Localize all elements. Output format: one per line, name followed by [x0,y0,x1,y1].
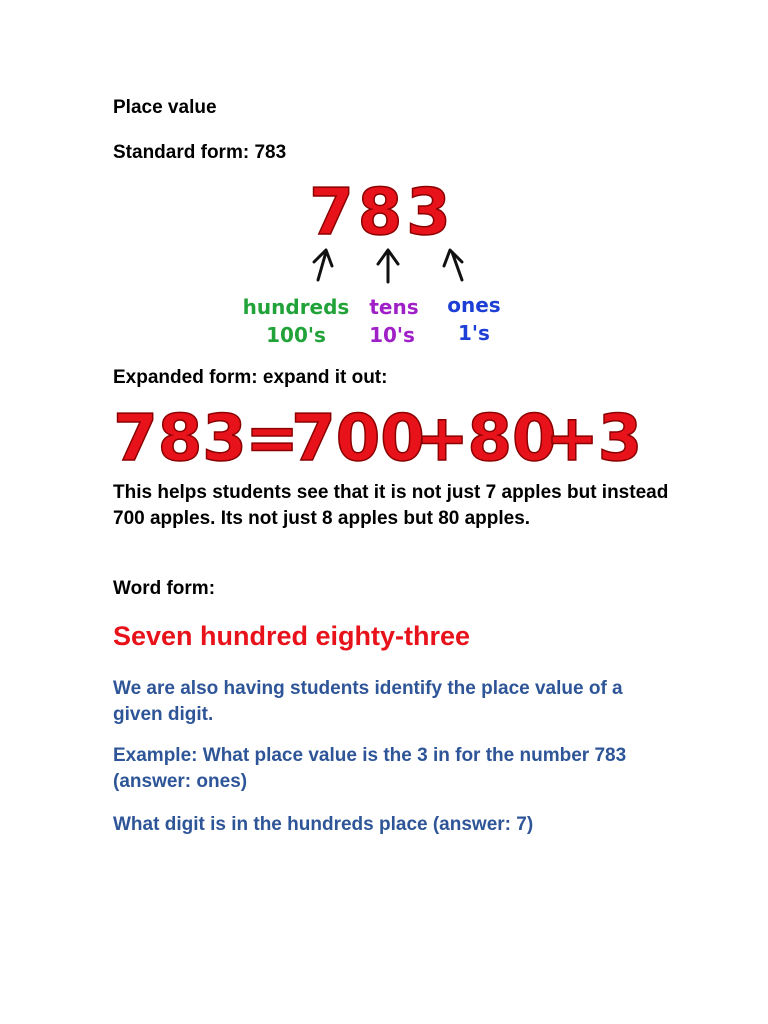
arrows [314,250,462,282]
equation-part-3: 3 [597,402,643,476]
equation-part-80: 80 [467,402,557,476]
standard-form-figure [230,172,530,352]
label-tens-value: 10's [369,323,415,347]
standard-form-label: Standard form: 783 [113,142,287,163]
number-783: 783 [309,176,455,250]
label-tens: tens [369,295,419,319]
word-form-value: Seven hundred eighty-three [113,621,471,651]
equation-plus: + [415,402,469,476]
identify-paragraph: We are also having students identify the place value of a given digit. [113,678,623,725]
label-hundreds-value: 100's [266,323,326,347]
word-form-label: Word form: [113,578,216,599]
equation-part-783: 783 [113,402,247,476]
equation-part-700: 700 [291,402,425,476]
explanation-paragraph: This helps students see that it is not just 7 apples but instead 700 apples. Its not just 8 apples but 80 apples. [113,482,669,529]
example-paragraph: Example: What place value is the 3 in for the number 783 (answer: ones) [113,745,627,792]
label-ones: ones [447,293,501,317]
number-783-digits [309,176,455,250]
arrow-up-tens-icon [378,250,398,282]
expanded-equation [113,402,642,476]
equation-equals: = [245,402,299,476]
equation-plus: + [545,402,599,476]
label-hundreds: hundreds [242,295,350,319]
expanded-form-label: Expanded form: expand it out: [113,367,388,388]
label-ones-value: 1's [458,321,490,345]
arrow-up-ones-icon [444,250,462,280]
page-title: Place value [113,97,217,118]
question-paragraph: What digit is in the hundreds place (answer: 7) [113,814,534,835]
arrow-up-hundreds-icon [314,250,332,280]
expanded-form-figure [113,398,650,478]
